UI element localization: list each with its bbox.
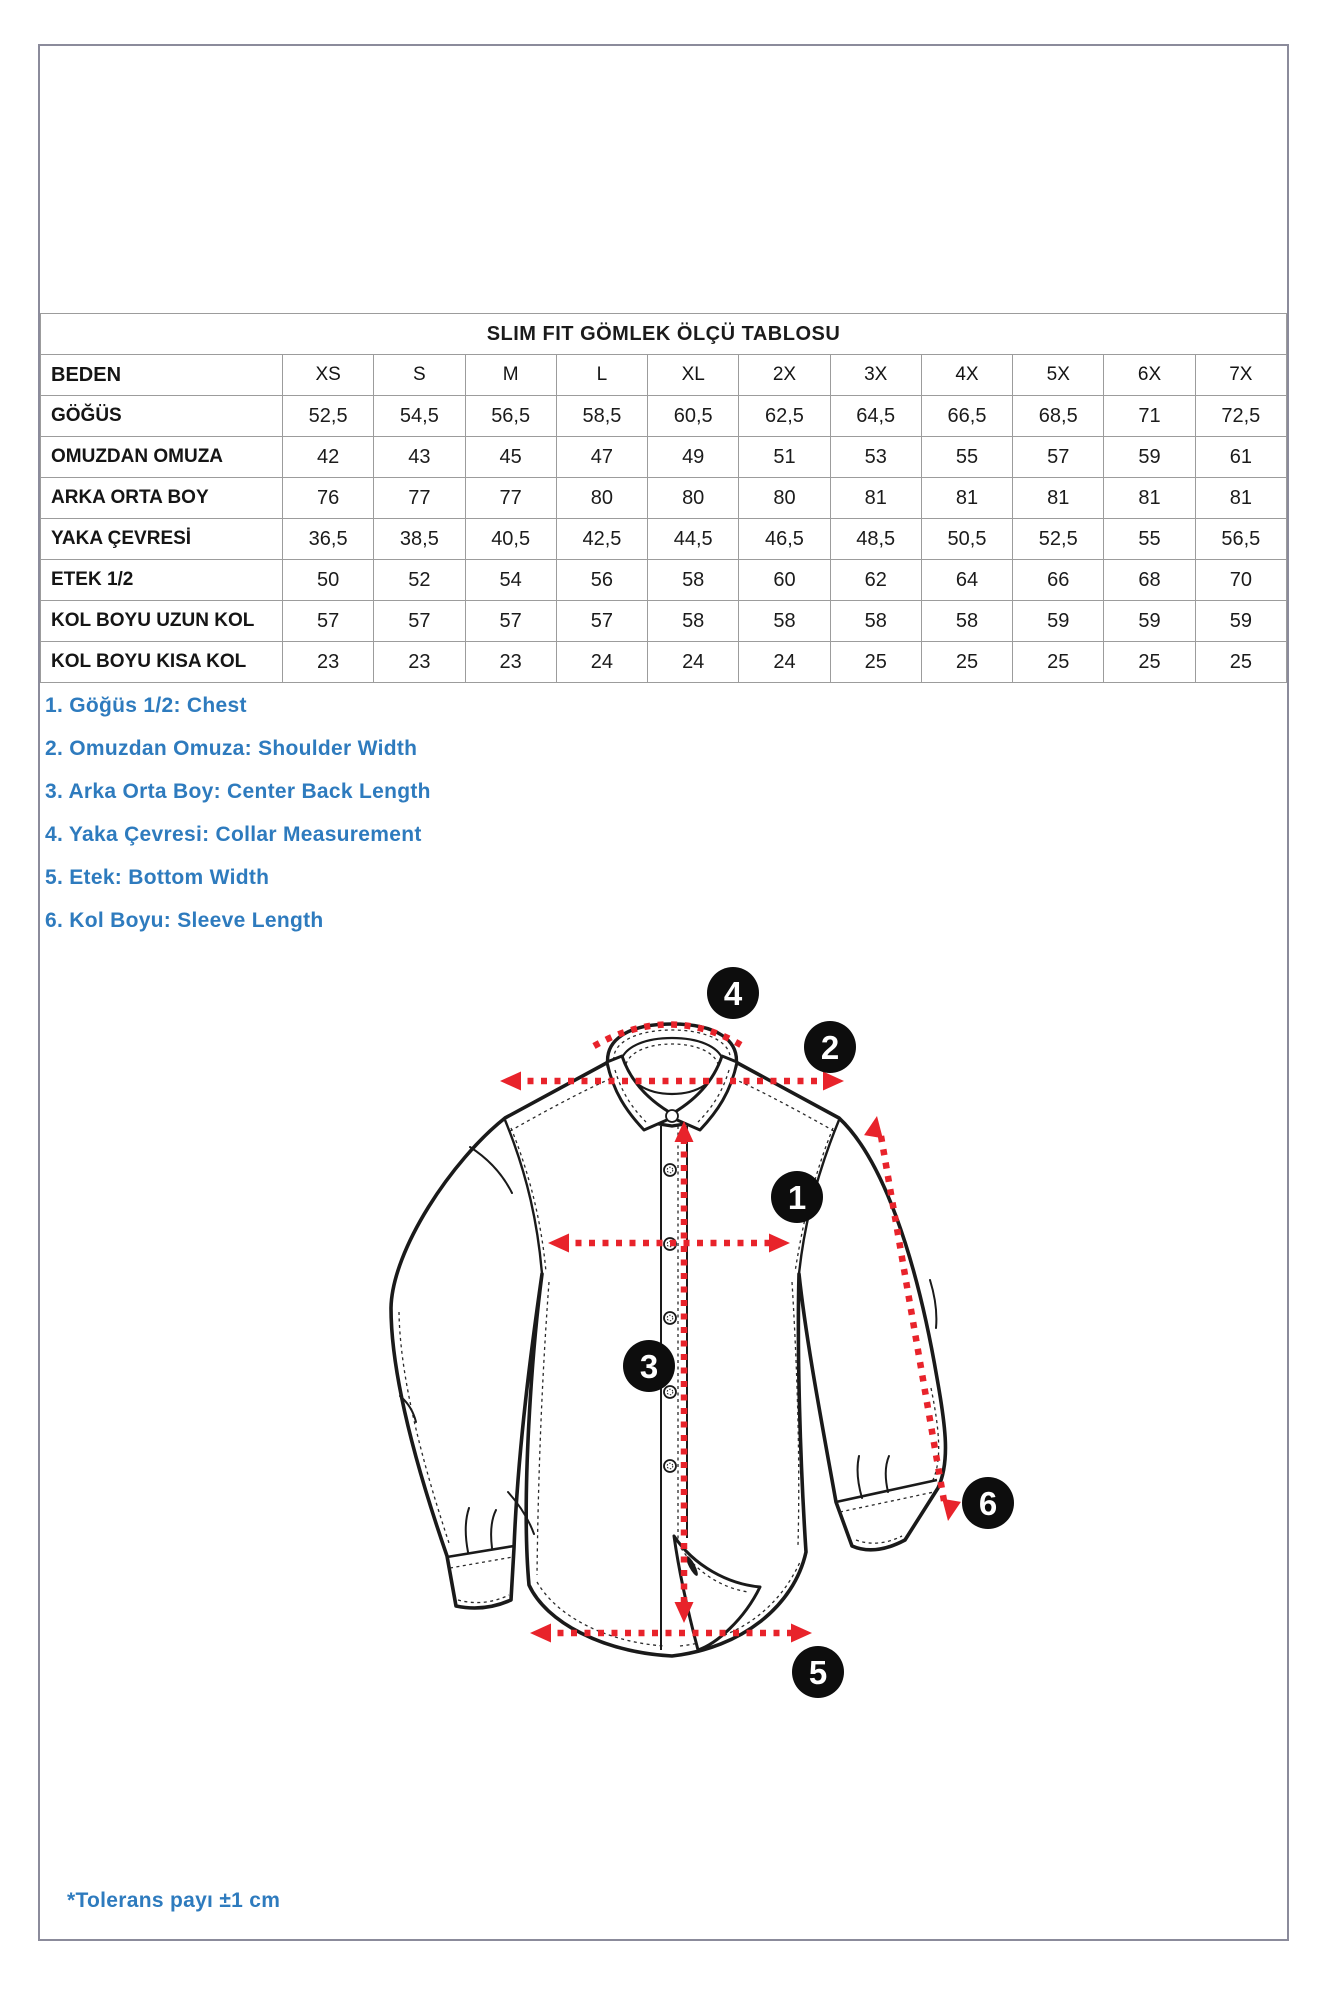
legend-item: 5. Etek: Bottom Width bbox=[45, 866, 270, 889]
measurement-cell: 48,5 bbox=[830, 519, 921, 560]
measurement-cell: 43 bbox=[374, 437, 465, 478]
measurement-cell: 57 bbox=[465, 601, 556, 642]
measurement-cell: 25 bbox=[830, 642, 921, 683]
measurement-cell: 52,5 bbox=[283, 396, 374, 437]
measurement-cell: 68,5 bbox=[1013, 396, 1104, 437]
measurement-cell: 60 bbox=[739, 560, 830, 601]
badge-collar bbox=[707, 967, 759, 1019]
header-size-XL: XL bbox=[648, 355, 739, 396]
badge-back-length bbox=[623, 1340, 675, 1392]
measurement-cell: 57 bbox=[1013, 437, 1104, 478]
measurement-cell: 58 bbox=[648, 560, 739, 601]
legend-item: 1. Göğüs 1/2: Chest bbox=[45, 694, 247, 717]
measurement-cell: 52,5 bbox=[1013, 519, 1104, 560]
table-row bbox=[41, 396, 1287, 437]
measurement-cell: 58,5 bbox=[556, 396, 647, 437]
row-label: ETEK 1/2 bbox=[41, 560, 283, 601]
measurement-cell: 66,5 bbox=[921, 396, 1012, 437]
measurement-cell: 72,5 bbox=[1195, 396, 1286, 437]
measurement-cell: 62 bbox=[830, 560, 921, 601]
table-row bbox=[41, 560, 1287, 601]
measurement-cell: 59 bbox=[1013, 601, 1104, 642]
badge-shoulder bbox=[804, 1021, 856, 1073]
header-beden: BEDEN bbox=[41, 355, 283, 396]
measurement-cell: 42,5 bbox=[556, 519, 647, 560]
header-size-XS: XS bbox=[283, 355, 374, 396]
table-row bbox=[41, 437, 1287, 478]
row-label: KOL BOYU KISA KOL bbox=[41, 642, 283, 683]
measurement-cell: 57 bbox=[556, 601, 647, 642]
measurement-cell: 25 bbox=[1195, 642, 1286, 683]
measurement-cell: 54 bbox=[465, 560, 556, 601]
header-size-7X: 7X bbox=[1195, 355, 1286, 396]
measurement-cell: 58 bbox=[648, 601, 739, 642]
legend-item: 4. Yaka Çevresi: Collar Measurement bbox=[45, 823, 422, 846]
row-label: ARKA ORTA BOY bbox=[41, 478, 283, 519]
measurement-cell: 42 bbox=[283, 437, 374, 478]
measurement-cell: 59 bbox=[1104, 437, 1195, 478]
measurement-cell: 56 bbox=[556, 560, 647, 601]
measurement-cell: 64,5 bbox=[830, 396, 921, 437]
measurement-cell: 23 bbox=[283, 642, 374, 683]
measurement-cell: 66 bbox=[1013, 560, 1104, 601]
badge-sleeve bbox=[962, 1477, 1014, 1529]
measurement-cell: 80 bbox=[556, 478, 647, 519]
measurement-cell: 56,5 bbox=[1195, 519, 1286, 560]
measurement-cell: 56,5 bbox=[465, 396, 556, 437]
svg-text:5: 5 bbox=[808, 1654, 828, 1691]
size-table bbox=[40, 313, 1287, 683]
measurement-cell: 76 bbox=[283, 478, 374, 519]
svg-text:3: 3 bbox=[639, 1348, 659, 1385]
measurement-cell: 59 bbox=[1195, 601, 1286, 642]
badge-bottom bbox=[792, 1646, 844, 1698]
measurement-cell: 45 bbox=[465, 437, 556, 478]
measurement-cell: 24 bbox=[648, 642, 739, 683]
header-size-L: L bbox=[556, 355, 647, 396]
measurement-cell: 57 bbox=[374, 601, 465, 642]
measurement-cell: 62,5 bbox=[739, 396, 830, 437]
measurement-cell: 36,5 bbox=[283, 519, 374, 560]
measurement-cell: 24 bbox=[556, 642, 647, 683]
measurement-cell: 23 bbox=[465, 642, 556, 683]
measurement-cell: 25 bbox=[1013, 642, 1104, 683]
collar-button bbox=[666, 1110, 678, 1122]
header-size-S: S bbox=[374, 355, 465, 396]
measurement-cell: 55 bbox=[921, 437, 1012, 478]
header-size-M: M bbox=[465, 355, 556, 396]
legend-item: 2. Omuzdan Omuza: Shoulder Width bbox=[45, 737, 418, 760]
measurement-cell: 40,5 bbox=[465, 519, 556, 560]
tolerance-footnote: *Tolerans payı ±1 cm bbox=[67, 1889, 281, 1912]
measurement-cell: 80 bbox=[739, 478, 830, 519]
measurement-cell: 71 bbox=[1104, 396, 1195, 437]
measurement-cell: 61 bbox=[1195, 437, 1286, 478]
measurement-cell: 81 bbox=[830, 478, 921, 519]
badge-chest bbox=[771, 1171, 823, 1223]
row-label: KOL BOYU UZUN KOL bbox=[41, 601, 283, 642]
size-table-header-row bbox=[41, 355, 1287, 396]
measurement-cell: 81 bbox=[1195, 478, 1286, 519]
row-label: OMUZDAN OMUZA bbox=[41, 437, 283, 478]
row-label: YAKA ÇEVRESİ bbox=[41, 519, 283, 560]
measurement-cell: 44,5 bbox=[648, 519, 739, 560]
table-row bbox=[41, 478, 1287, 519]
measurement-cell: 81 bbox=[921, 478, 1012, 519]
measurement-cell: 50,5 bbox=[921, 519, 1012, 560]
measurement-cell: 58 bbox=[830, 601, 921, 642]
measurement-cell: 24 bbox=[739, 642, 830, 683]
measurement-cell: 80 bbox=[648, 478, 739, 519]
legend-item: 3. Arka Orta Boy: Center Back Length bbox=[45, 780, 431, 803]
measurement-cell: 68 bbox=[1104, 560, 1195, 601]
header-size-3X: 3X bbox=[830, 355, 921, 396]
measurement-legend bbox=[45, 694, 431, 952]
legend-item: 6. Kol Boyu: Sleeve Length bbox=[45, 909, 324, 932]
measurement-cell: 53 bbox=[830, 437, 921, 478]
table-row bbox=[41, 642, 1287, 683]
header-size-6X: 6X bbox=[1104, 355, 1195, 396]
measurement-cell: 60,5 bbox=[648, 396, 739, 437]
measurement-cell: 54,5 bbox=[374, 396, 465, 437]
measurement-cell: 25 bbox=[1104, 642, 1195, 683]
table-row bbox=[41, 601, 1287, 642]
measurement-cell: 47 bbox=[556, 437, 647, 478]
measurement-cell: 49 bbox=[648, 437, 739, 478]
svg-text:4: 4 bbox=[723, 975, 743, 1012]
measurement-cell: 70 bbox=[1195, 560, 1286, 601]
shirt-diagram bbox=[330, 950, 1070, 1710]
measurement-cell: 77 bbox=[374, 478, 465, 519]
header-size-2X: 2X bbox=[739, 355, 830, 396]
measurement-cell: 58 bbox=[921, 601, 1012, 642]
table-row bbox=[41, 519, 1287, 560]
svg-text:6: 6 bbox=[978, 1485, 998, 1522]
row-label: GÖĞÜS bbox=[41, 396, 283, 437]
measurement-cell: 25 bbox=[921, 642, 1012, 683]
measurement-cell: 51 bbox=[739, 437, 830, 478]
measurement-cell: 38,5 bbox=[374, 519, 465, 560]
measurement-cell: 58 bbox=[739, 601, 830, 642]
measurement-cell: 46,5 bbox=[739, 519, 830, 560]
header-size-4X: 4X bbox=[921, 355, 1012, 396]
measurement-cell: 23 bbox=[374, 642, 465, 683]
measurement-cell: 77 bbox=[465, 478, 556, 519]
svg-text:1: 1 bbox=[787, 1179, 807, 1216]
measurement-cell: 50 bbox=[283, 560, 374, 601]
size-table-title: SLIM FIT GÖMLEK ÖLÇÜ TABLOSU bbox=[41, 314, 1287, 355]
header-size-5X: 5X bbox=[1013, 355, 1104, 396]
measurement-cell: 64 bbox=[921, 560, 1012, 601]
measurement-cell: 55 bbox=[1104, 519, 1195, 560]
measurement-cell: 52 bbox=[374, 560, 465, 601]
measurement-cell: 59 bbox=[1104, 601, 1195, 642]
size-table-title-row bbox=[41, 314, 1287, 355]
measurement-cell: 81 bbox=[1013, 478, 1104, 519]
svg-text:2: 2 bbox=[820, 1029, 840, 1066]
measurement-cell: 57 bbox=[283, 601, 374, 642]
measurement-cell: 81 bbox=[1104, 478, 1195, 519]
